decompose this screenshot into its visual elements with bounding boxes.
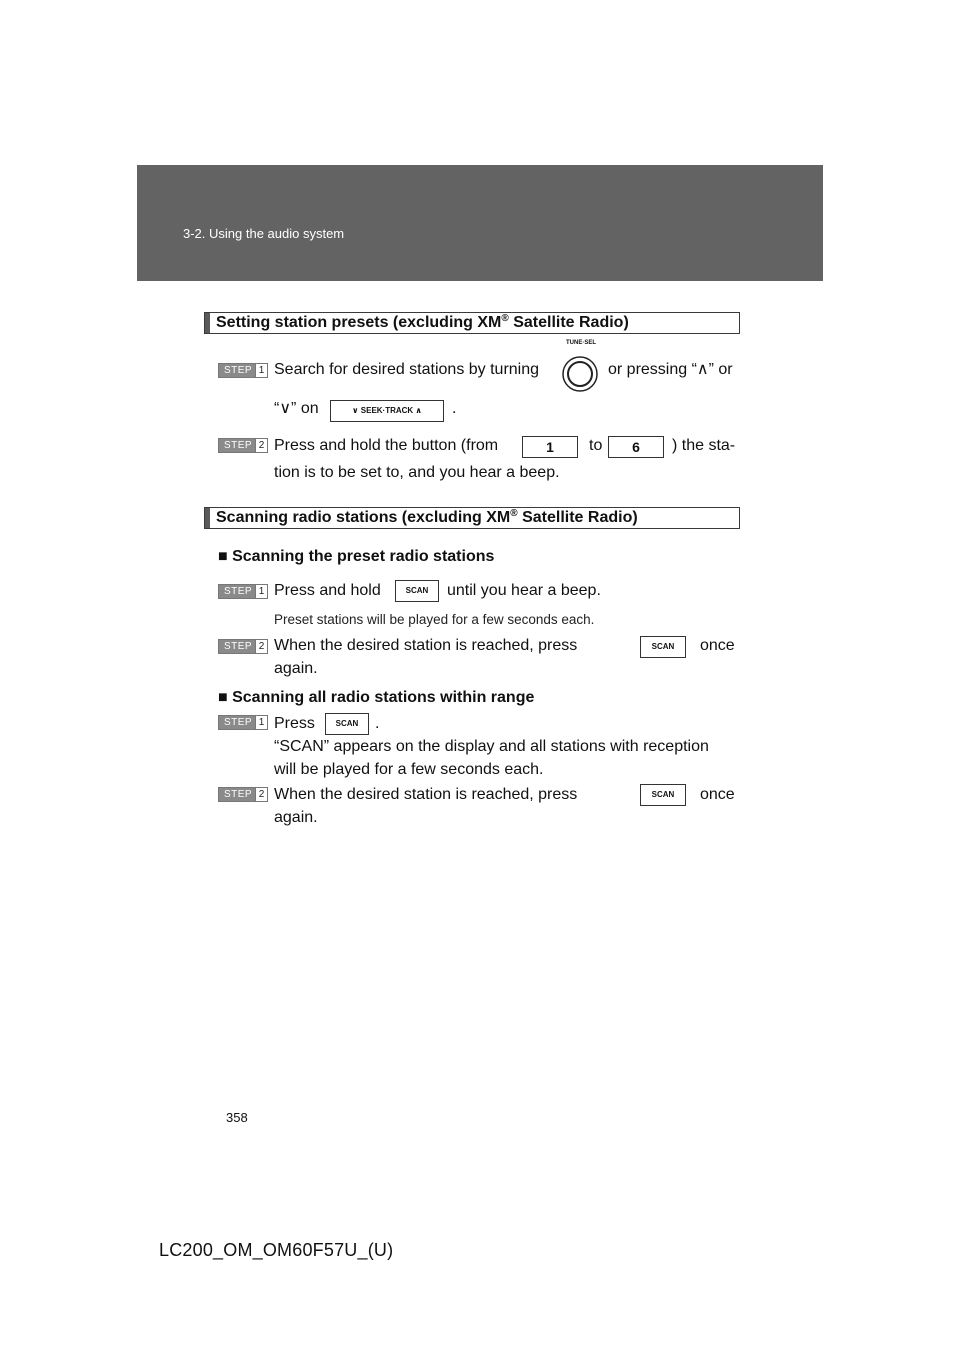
scan-button[interactable]: SCAN — [395, 580, 439, 602]
heading-accent-bar — [205, 313, 210, 333]
step-text: once — [700, 786, 735, 803]
tune-knob-icon[interactable] — [561, 355, 599, 393]
scan-button[interactable]: SCAN — [325, 713, 369, 735]
header-bar — [137, 165, 823, 281]
step-badge: STEP 2 — [218, 639, 268, 654]
step-badge: STEP 2 — [218, 787, 268, 802]
step-text: ) the sta- — [672, 437, 736, 454]
section-heading-scanning — [204, 507, 740, 529]
step-text: once — [700, 637, 735, 654]
step-badge: STEP 1 — [218, 715, 268, 730]
seek-track-button[interactable]: ∨ SEEK·TRACK ∧ — [330, 400, 444, 422]
preset-6-button[interactable]: 6 — [608, 436, 664, 458]
step-note: Preset stations will be played for a few seconds each. — [274, 612, 595, 627]
step-text: tion is to be set to, and you hear a beep. — [274, 464, 560, 481]
preset-1-button[interactable]: 1 — [522, 436, 578, 458]
heading-text: Scanning radio stations (excluding XM — [216, 509, 511, 526]
step-text: . — [452, 400, 457, 417]
section-label: 3-2. Using the audio system — [183, 226, 345, 241]
heading-text: Setting station presets (excluding XM — [216, 314, 502, 331]
heading-text-end: Satellite Radio) — [508, 314, 629, 331]
subheading: ■ Scanning the preset radio stations — [218, 548, 495, 565]
document-code: LC200_OM_OM60F57U_(U) — [159, 1240, 394, 1260]
knob-label: TUNE·SEL — [566, 340, 596, 346]
registered-mark: ® — [501, 313, 509, 324]
step-text: will be played for a few seconds each. — [274, 761, 544, 778]
step-text: or pressing “∧” or — [608, 361, 733, 378]
step-text: to — [589, 437, 603, 454]
scan-button[interactable]: SCAN — [640, 784, 686, 806]
registered-mark: ® — [510, 508, 518, 519]
step-text: again. — [274, 809, 318, 826]
step-text: When the desired station is reached, press — [274, 786, 578, 803]
step-badge: STEP 2 — [218, 438, 268, 453]
step-text: again. — [274, 660, 318, 677]
step-text: Press and hold the button (from — [274, 437, 499, 454]
step-text: until you hear a beep. — [447, 582, 601, 599]
subheading: ■ Scanning all radio stations within range — [218, 689, 535, 706]
heading-accent-bar — [205, 508, 210, 528]
step-text: . — [375, 715, 380, 732]
step-text: “SCAN” appears on the display and all stations with reception — [274, 738, 709, 755]
page-number: 358 — [226, 1110, 248, 1125]
step-text: Press and hold — [274, 582, 381, 599]
scan-button[interactable]: SCAN — [640, 636, 686, 658]
section-heading-presets — [204, 312, 740, 334]
step-text: When the desired station is reached, press — [274, 637, 578, 654]
step-text: “∨” on — [274, 400, 319, 417]
heading-text-end: Satellite Radio) — [517, 509, 638, 526]
step-text: Press — [274, 715, 315, 732]
step-badge: STEP 1 — [218, 363, 268, 378]
step-badge: STEP 1 — [218, 584, 268, 599]
step-text: Search for desired stations by turning — [274, 361, 540, 378]
